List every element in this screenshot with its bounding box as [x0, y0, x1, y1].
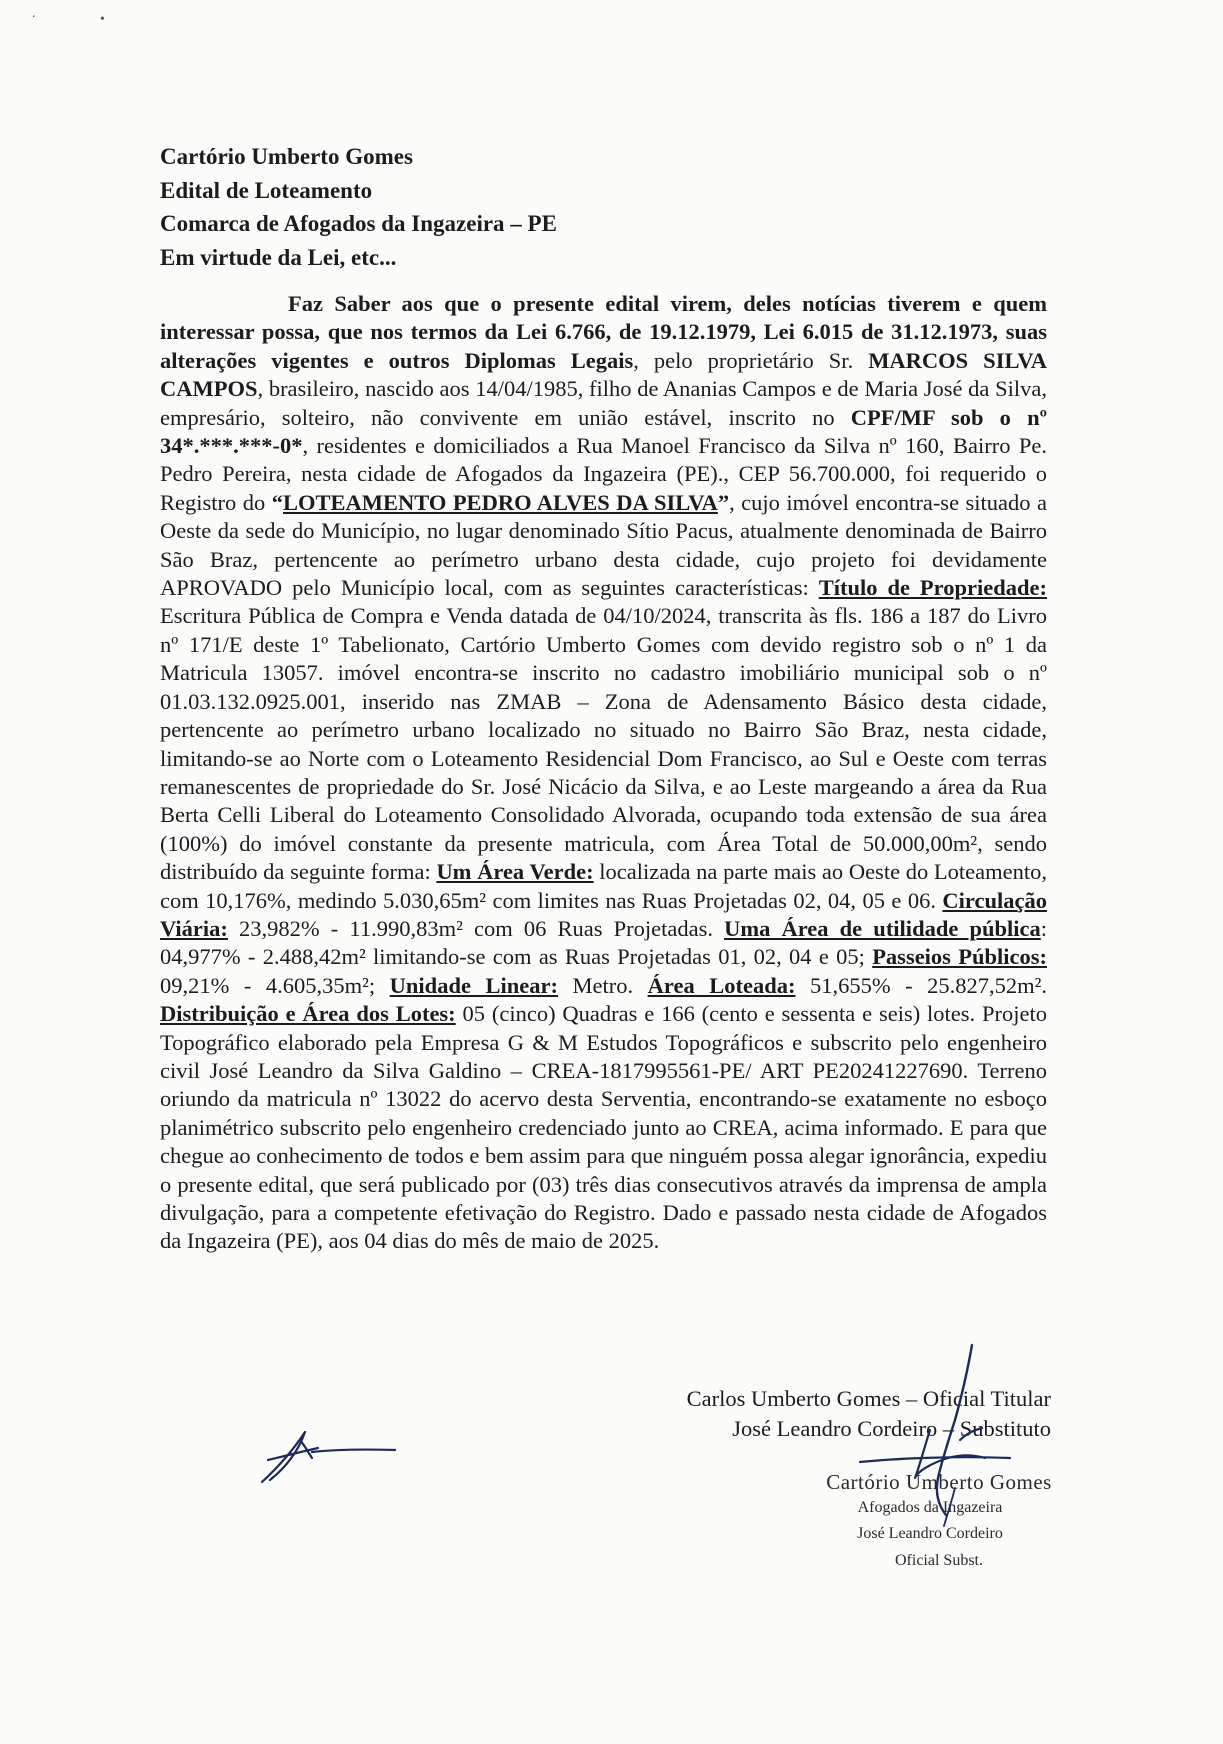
body-paragraph: Faz Saber aos que o presente edital virem, deles notícias tiverem e quem interessar possa, que nos termos da Lei 6.766, de 19.12.1979, Lei 6.015 de 31.12.1973, suas alterações vigentes e outros Diplomas Legais, pelo proprietário Sr. MARCOS SILVA CAMPOS, brasileiro, nascido aos 14/04/1985, filho de Ananias Campos e de Maria José da Silva, empresário, solteiro, não convivente em união estável, inscrito no CPF/MF sob o nº 34*.***.***-0*, residentes e domiciliados a Rua Manoel Francisco da Silva nº 160, Bairro Pe. Pedro Pereira, nesta cidade de Afogados da Ingazeira (PE)., CEP 56.700.000, foi requerido o Registro do “LOTEAMENTO PEDRO ALVES DA SILVA”, cujo imóvel encontra-se situado a Oeste da sede do Município, no lugar denominado Sítio Pacus, atualmente denominada de Bairro São Braz, pertencente ao perímetro urbano desta cidade, cujo projeto foi devidamente APROVADO pelo Município local, com as seguintes características: Título de Propriedade: Escritura Pública de Compra e Venda datada de 04/10/2024, transcrita às fls. 186 a 187 do Livro nº 171/E deste 1º Tabelionato, Cartório Umberto Gomes com devido registro sob o nº 1 da Matricula 13057. imóvel encontra-se inscrito no cadastro imobiliário municipal sob o nº 01.03.132.0925.001, inserido nas ZMAB – Zona de Adensamento Básico desta cidade, pertencente ao perímetro urbano localizado no situado no Bairro São Braz, nesta cidade, limitando-se ao Norte com o Loteamento Residencial Dom Francisco, ao Sul e Oeste com terras remanescentes de propriedade do Sr. José Nicácio da Silva, e ao Leste margeando a área da Rua Berta Celli Liberal do Loteamento Consolidado Alvorada, ocupando toda extensão de sua área (100%) do imóvel constante da presente matricula, com Área Total de 50.000,00m², sendo distribuído da seguinte forma: Um Área Verde: localizada na parte mais ao Oeste do Loteamento, com 10,176%, medindo 5.030,65m² com limites nas Ruas Projetadas 02, 04, 05 e 06. Circulação Viária: 23,982% - 11.990,83m² com 06 Ruas Projetadas. Uma Área de utilidade pública: 04,977% - 2.488,42m² limitando-se com as Ruas Projetadas 01, 02, 04 e 05; Passeios Públicos: 09,21% - 4.605,35m²; Unidade Linear: Metro. Área Loteada: 51,655% - 25.827,52m². Distribuição e Área dos Lotes: 05 (cinco) Quadras e 166 (cento e sessenta e seis) lotes. Projeto Topográfico elaborado pela Empresa G & M Estudos Topográficos e subscrito pelo engenheiro civil José Leandro da Silva Galdino – CREA-1817995561-PE/ ART PE20241227690. Terreno oriundo da matricula nº 13022 do acervo desta Serventia, encontrando-se exatamente no esboço planimétrico subscrito pelo engenheiro credenciado junto ao CREA, acima informado. E para que chegue ao conhecimento de todos e bem assim para que ninguém possa alegar ignorância, expediu o presente edital, que será publicado por (03) três dias consecutivos através da imprensa de ampla divulgação, para a competente efetivação do Registro. Dado e passado nesta cidade de Afogados da Ingazeira (PE), aos 04 dias do mês de maio de 2025.: [160, 291, 1048, 1254]
stamp-officer: José Leandro Cordeiro: [857, 1525, 1003, 1542]
header-jurisdiction: Comarca de Afogados da Ingazeira – PE: [160, 211, 557, 236]
header-document-title: Edital de Loteamento: [160, 177, 373, 203]
right-signature-underline: [860, 1457, 1010, 1462]
stamp-city: Afogados da Ingazeira: [857, 1499, 1003, 1516]
signatory-substitute: José Leandro Cordeiro – Substituto: [732, 1416, 1051, 1441]
header-legal-phrase: Em virtude da Lei, etc...: [160, 244, 397, 270]
label-public-utility-area: Uma Área de utilidade pública: [724, 915, 1041, 941]
legal-basis: Faz Saber aos que o presente edital virem, deles notícias tiverem e quem interessar possa, que nos termos da Lei 6.766, de 19.12.1979, Lei 6.015 de 31.12.1973, suas alterações vigentes e outros Diplomas Legais: [160, 291, 1047, 373]
label-lot-distribution: Distribuição e Área dos Lotes:: [160, 1001, 456, 1027]
signatory-titular: Carlos Umberto Gomes – Oficial Titular: [686, 1386, 1051, 1411]
label-green-area: Um Área Verde:: [436, 859, 594, 885]
stamp-role: Oficial Subst.: [895, 1552, 983, 1569]
label-property-title: Título de Propriedade:: [818, 575, 1048, 601]
stamp-office: Cartório Umberto Gomes: [826, 1470, 1052, 1494]
scan-mark: •: [100, 12, 105, 27]
label-sidewalks: Passeios Públicos:: [872, 944, 1047, 970]
owner-cpf: CPF/MF sob o nº 34*.***.***-0*: [160, 404, 1048, 459]
label-road-circulation: Circulação Viária:: [160, 887, 1047, 941]
label-linear-unit: Unidade Linear:: [389, 972, 558, 998]
scan-mark: .: [32, 6, 36, 21]
subdivision-name: LOTEAMENTO PEDRO ALVES DA SILVA: [282, 489, 718, 515]
left-initials-signature: [262, 1432, 395, 1482]
owner-name: MARCOS SILVA CAMPOS: [160, 347, 1047, 402]
header-registry-office: Cartório Umberto Gomes: [160, 144, 413, 169]
right-signature-cross: [944, 1488, 955, 1526]
label-subdivided-area: Área Loteada:: [647, 972, 796, 998]
